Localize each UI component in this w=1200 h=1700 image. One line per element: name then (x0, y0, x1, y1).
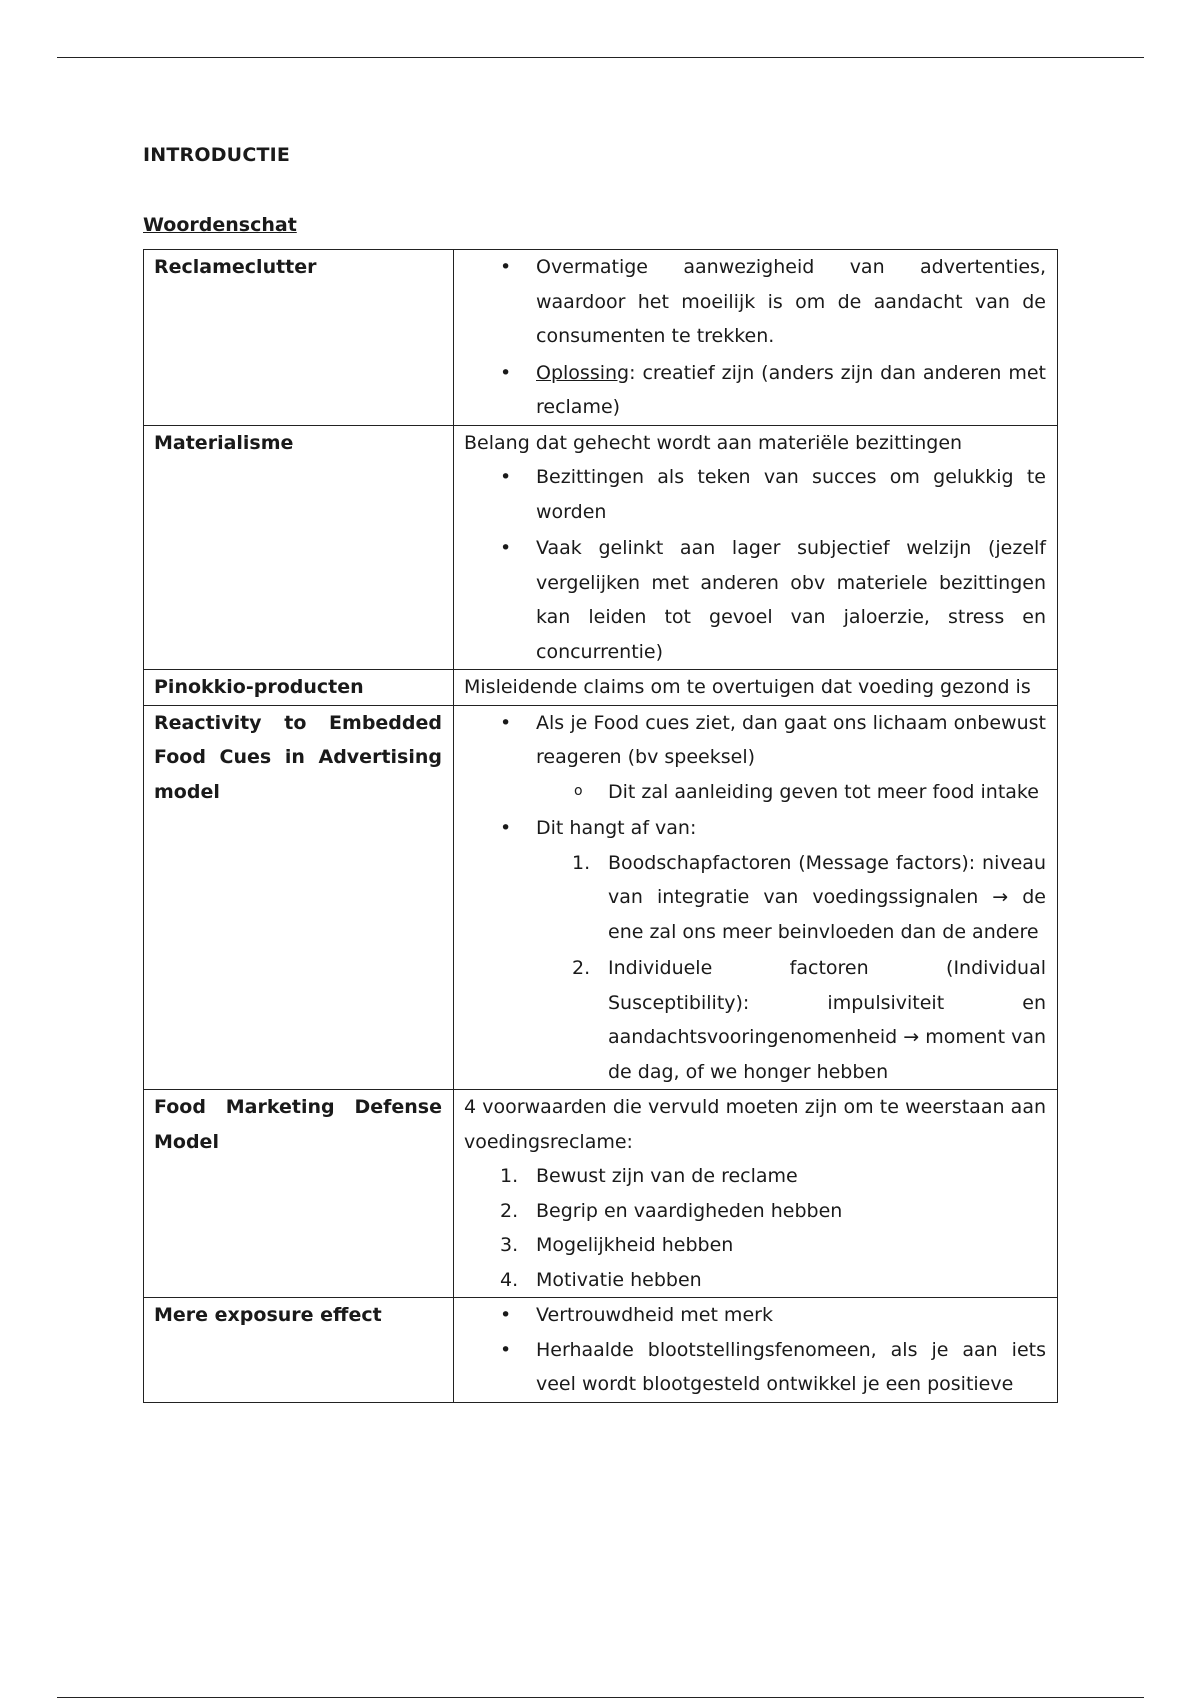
term-cell (144, 1298, 454, 1403)
vocabulary-table (143, 249, 1058, 1403)
table-row (144, 705, 1058, 1090)
definition-text: Misleidende claims om te overtuigen dat voeding gezond is (464, 676, 1031, 698)
term-cell (144, 670, 454, 706)
list-item-text: Bezittingen als teken van succes om gelukkig te worden (536, 466, 1046, 523)
bullet-list (464, 706, 1046, 1090)
list-item (536, 1194, 1046, 1229)
list-item (536, 1298, 1046, 1333)
list-item-text: Als je Food cues ziet, dan gaat ons lichaam onbewust reageren (bv speeksel) (536, 711, 1046, 768)
list-item (608, 951, 1046, 1089)
list-item-text: Dit zal aanleiding geven tot meer food intake (608, 780, 1039, 803)
list-item (608, 775, 1046, 810)
bullet-list (464, 250, 1046, 425)
header-rule (57, 57, 1144, 58)
definition-cell (454, 425, 1058, 670)
list-item-text: Mogelijkheid hebben (536, 1234, 734, 1256)
table-row (144, 250, 1058, 426)
list-item-text: Vertrouwdheid met merk (536, 1304, 773, 1326)
list-item-text: : creatief zijn (anders zijn dan anderen met reclame) (536, 361, 1046, 418)
list-item-text: Overmatige aanwezigheid van advertenties, waardoor het moeilijk is om de aandacht van de consumenten te trekken. (536, 256, 1046, 347)
list-item (536, 1228, 1046, 1263)
numbered-list (464, 1159, 1046, 1297)
definition-text: 4 voorwaarden die vervuld moeten zijn om te weerstaan aan voedingsreclame: (464, 1096, 1046, 1153)
bullet-list (464, 1298, 1046, 1402)
term-label: Reactivity to Embedded Food Cues in Advertising model (154, 711, 442, 803)
list-item (536, 460, 1046, 529)
table-row (144, 670, 1058, 706)
bullet-list (464, 460, 1046, 669)
definition-cell (454, 1298, 1058, 1403)
list-item-text: Herhaalde blootstellingsfenomeen, als je aan iets veel wordt blootgesteld ontwikkel je een positieve (536, 1338, 1046, 1395)
term-cell (144, 705, 454, 1090)
list-item (536, 1333, 1046, 1402)
list-item-text: Vaak gelinkt aan lager subjectief welzijn (jezelf vergelijken met anderen obv materiele bezittingen kan leiden tot gevoel van jaloerzie, stress en concurrentie) (536, 537, 1046, 663)
definition-cell (454, 250, 1058, 426)
term-cell (144, 425, 454, 670)
definition-cell (454, 1090, 1058, 1298)
solution-label: Oplossing (536, 361, 630, 384)
term-label: Mere exposure effect (154, 1304, 382, 1326)
term-label: Reclameclutter (154, 256, 317, 278)
subsection-heading: Woordenschat (143, 214, 297, 236)
definition-text: Belang dat gehecht wordt aan materiële bezittingen (464, 431, 963, 454)
list-item (536, 531, 1046, 669)
list-item-text: Begrip en vaardigheden hebben (536, 1199, 843, 1222)
term-label: Food Marketing Defense Model (154, 1096, 442, 1153)
list-item (536, 250, 1046, 354)
definition-cell (454, 705, 1058, 1090)
list-item (536, 811, 1046, 1089)
section-heading: INTRODUCTIE (143, 144, 291, 166)
table-row (144, 425, 1058, 670)
list-item-text: Bewust zijn van de reclame (536, 1165, 798, 1187)
list-item-text: Dit hangt af van: (536, 817, 697, 839)
list-item-text: Individuele factoren (Individual Susceptibility): impulsiviteit en aandachtsvooringenomenheid → moment van de dag, of we honger hebben (608, 957, 1047, 1083)
list-item (536, 1159, 1046, 1194)
definition-cell (454, 670, 1058, 706)
list-item-text: Motivatie hebben (536, 1268, 702, 1291)
list-item (608, 846, 1046, 950)
list-item (536, 356, 1046, 425)
numbered-list (536, 846, 1046, 1090)
list-item-text: Boodschapfactoren (Message factors): niveau van integratie van voedingssignalen → de ene zal ons meer beinvloeden dan de andere (608, 851, 1046, 943)
footer-rule (57, 1697, 1144, 1698)
term-label: Materialisme (154, 431, 294, 454)
term-cell (144, 250, 454, 426)
table-row (144, 1090, 1058, 1298)
list-item (536, 706, 1046, 810)
list-item (536, 1263, 1046, 1298)
table-row (144, 1298, 1058, 1403)
term-cell (144, 1090, 454, 1298)
sub-bullet-list (536, 775, 1046, 810)
term-label: Pinokkio-producten (154, 676, 364, 698)
